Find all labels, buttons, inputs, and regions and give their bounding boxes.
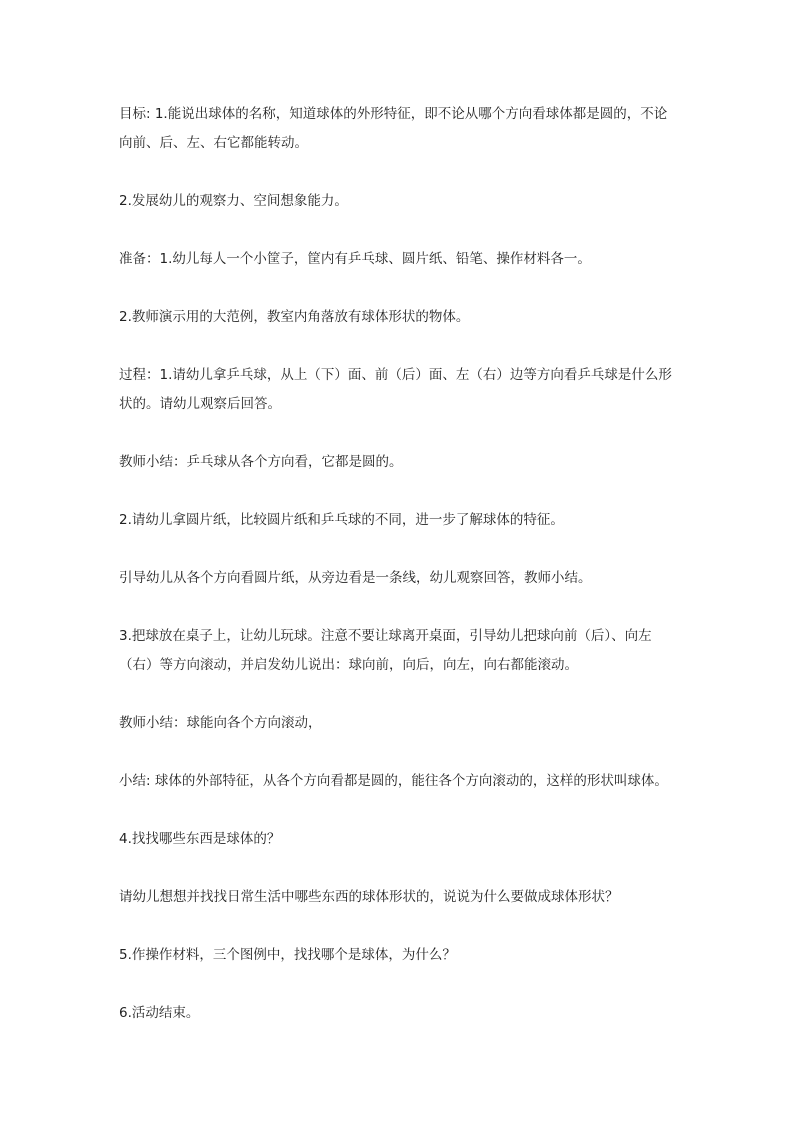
paragraph-think: 请幼儿想想并找找日常生活中哪些东西的球体形状的，说说为什么要做成球体形状？ <box>119 889 619 905</box>
paragraph-teacher-summary-2: 教师小结：球能向各个方向滚动， <box>119 715 322 731</box>
paragraph-summary: 小结: 球体的外部特征，从各个方向看都是圆的，能往各个方向滚动的，这样的形状叫球体。 <box>119 773 668 789</box>
paragraph-goal: 目标: 1.能说出球体的名称，知道球体的外形特征，即不论从哪个方向看球体都是圆的，不论向前、后、左、右它都能转动。 <box>119 106 668 151</box>
paragraph-step-2: 2.请幼儿拿圆片纸，比较圆片纸和乒乓球的不同，进一步了解球体的特征。 <box>119 512 564 528</box>
paragraph-step-3: 3.把球放在桌子上，让幼儿玩球。注意不要让球离开桌面，引导幼儿把球向前（后）、向左（右）等方向滚动，并启发幼儿说出：球向前，向后，向左，向右都能滚动。 <box>119 628 652 673</box>
document-body <box>119 100 679 1057</box>
paragraph-prep: 准备：1.幼儿每人一个小筐子，筐内有乒乓球、圆片纸、铅笔、操作材料各一。 <box>119 251 591 267</box>
paragraph-step-5: 5.作操作材料，三个图例中，找找哪个是球体，为什么？ <box>119 947 456 963</box>
paragraph-step-6: 6.活动结束。 <box>119 1005 200 1021</box>
paragraph-goal-2: 2.发展幼儿的观察力、空间想象能力。 <box>119 193 348 209</box>
paragraph-process: 过程：1.请幼儿拿乒乓球，从上（下）面、前（后）面、左（右）边等方向看乒乓球是什么形状的。请幼儿观察后回答。 <box>119 367 672 412</box>
paragraph-guide: 引导幼儿从各个方向看圆片纸，从旁边看是一条线，幼儿观察回答，教师小结。 <box>119 570 592 586</box>
paragraph-teacher-summary-1: 教师小结：乒乓球从各个方向看，它都是圆的。 <box>119 454 403 470</box>
paragraph-step-4: 4.找找哪些东西是球体的？ <box>119 831 281 847</box>
paragraph-prep-2: 2.教师演示用的大范例，教室内角落放有球体形状的物体。 <box>119 309 470 325</box>
